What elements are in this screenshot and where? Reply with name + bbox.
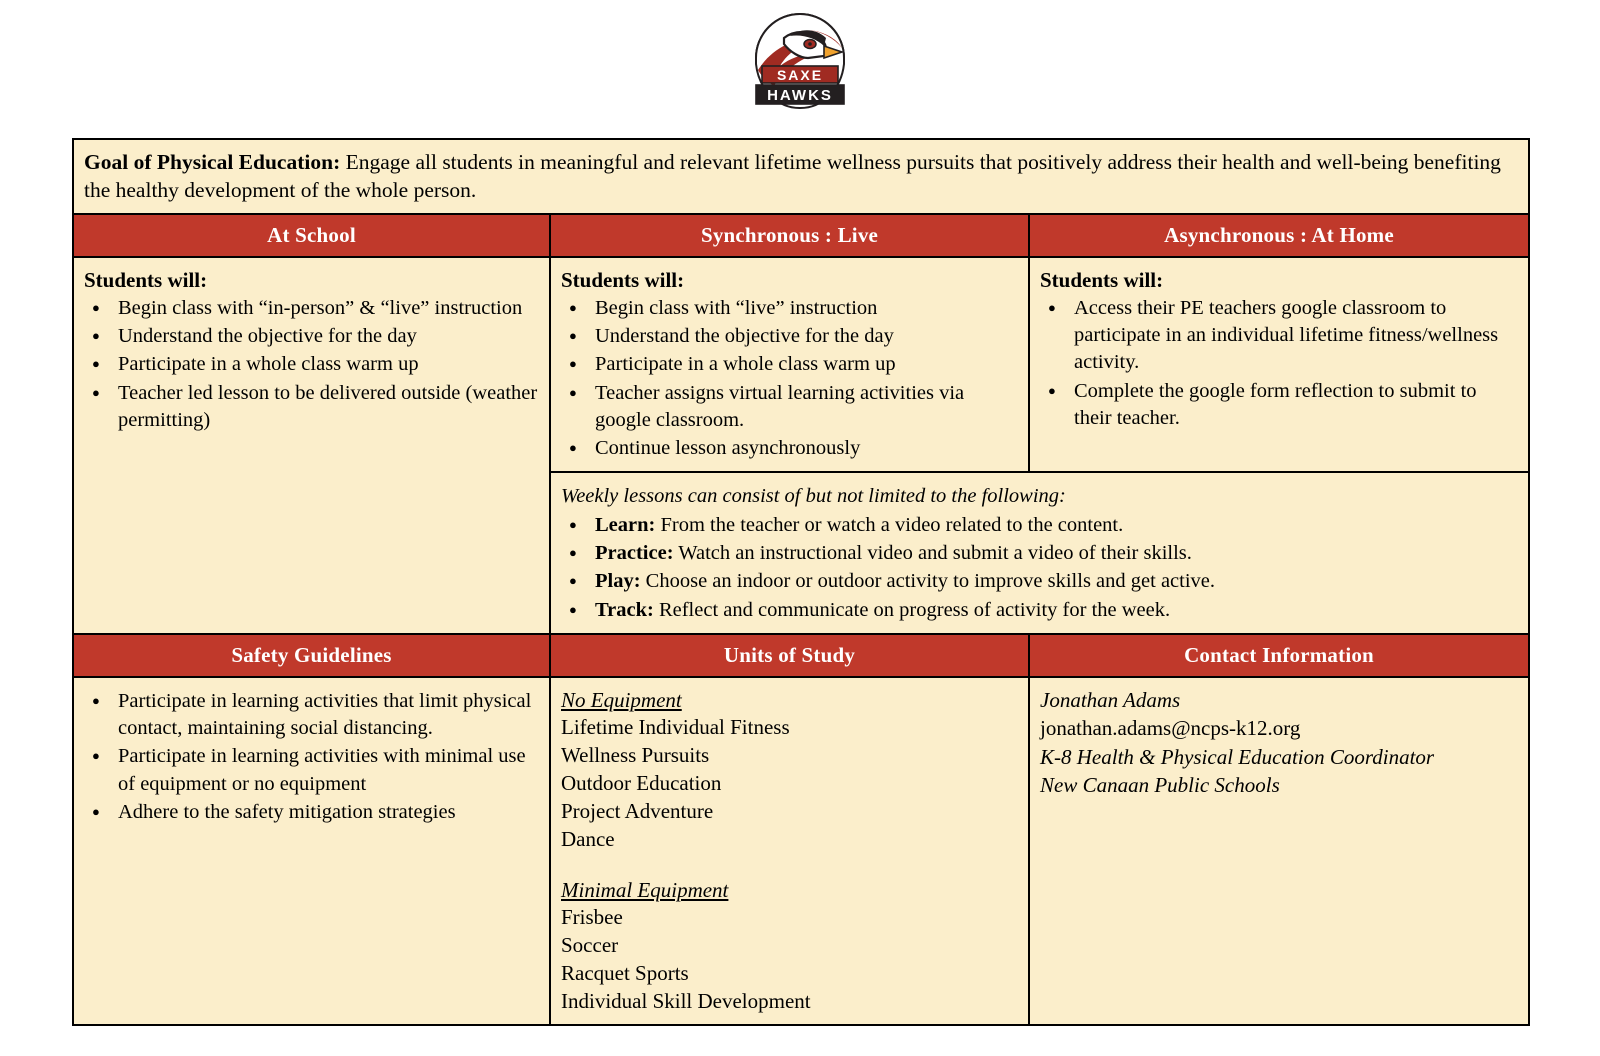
units-item: Outdoor Education xyxy=(561,771,722,796)
weekly-label: Practice: xyxy=(595,542,674,565)
list-item xyxy=(591,512,1518,539)
asynchronous-list xyxy=(1040,295,1518,432)
safety-cell xyxy=(73,677,550,1025)
goal-row xyxy=(73,139,1529,214)
synchronous-list xyxy=(561,295,1018,463)
header-safety: Safety Guidelines xyxy=(73,634,550,677)
list-item: ● Adhere to the safety mitigation strategies xyxy=(114,799,539,826)
weekly-list xyxy=(561,512,1518,624)
weekly-note: Weekly lessons can consist of but not limited to the following: xyxy=(561,485,1066,508)
units-item: Lifetime Individual Fitness xyxy=(561,715,790,740)
units-item: Frisbee xyxy=(561,905,623,930)
list-item xyxy=(591,597,1518,624)
list-item: ● Participate in learning activities with minimal use of equipment or no equipment xyxy=(114,743,539,798)
svg-text:SAXE: SAXE xyxy=(776,67,823,83)
list-item: ● Participate in a whole class warm up xyxy=(114,351,539,378)
header-synchronous: Synchronous : Live xyxy=(550,214,1029,257)
list-item: ● Participate in a whole class warm up xyxy=(591,351,1018,378)
contact-cell xyxy=(1029,677,1529,1025)
units-cell xyxy=(550,677,1029,1025)
secondary-header-row xyxy=(73,634,1529,677)
asynchronous-students-will: Students will: xyxy=(1040,267,1164,292)
units-item: Individual Skill Development xyxy=(561,988,811,1013)
units-item: Project Adventure xyxy=(561,799,714,823)
modality-header-row xyxy=(73,214,1529,257)
units-item: Soccer xyxy=(561,933,619,958)
weekly-text: Reflect and communicate on progress of activity for the week. xyxy=(653,598,1171,621)
at-school-list xyxy=(84,295,539,434)
pe-overview-table xyxy=(72,138,1530,1026)
units-group1-title: No Equipment xyxy=(561,687,682,712)
at-school-cell xyxy=(73,257,550,634)
weekly-lessons-cell xyxy=(550,472,1529,634)
list-item: ● Begin class with “live” instruction xyxy=(591,295,1018,322)
weekly-label: Learn: xyxy=(595,513,656,536)
units-group2-title: Minimal Equipment xyxy=(561,877,729,902)
list-item: ● Understand the objective for the day xyxy=(591,323,1018,350)
list-item: ● Teacher assigns virtual learning activities via google classroom. xyxy=(591,380,1018,435)
goal-label: Goal of Physical Education: xyxy=(84,150,341,174)
asynchronous-cell xyxy=(1029,257,1529,473)
units-spacer xyxy=(561,854,1018,876)
weekly-text: Watch an instructional video and submit a video of their skills. xyxy=(673,542,1192,565)
list-item xyxy=(591,540,1518,567)
weekly-text: Choose an indoor or outdoor activity to improve skills and get active. xyxy=(640,570,1216,593)
safety-list xyxy=(84,688,539,826)
goal-text: Engage all students in meaningful and relevant lifetime wellness pursuits that positively address their health and well-being benefiting the healthy development of the whole person. xyxy=(84,150,1501,203)
contact-email[interactable]: jonathan.adams@ncps-k12.org xyxy=(1040,716,1301,741)
svg-text:HAWKS: HAWKS xyxy=(766,87,833,104)
weekly-label: Play: xyxy=(595,570,641,593)
secondary-content-row xyxy=(73,677,1529,1025)
weekly-label: Track: xyxy=(595,598,654,621)
list-item: ● Complete the google form reflection to submit to their teacher. xyxy=(1070,378,1518,433)
list-item: ● Access their PE teachers google classroom to participate in an individual lifetime fitness/wellness activity. xyxy=(1070,295,1518,377)
saxe-hawks-logo xyxy=(738,8,863,120)
contact-title: K-8 Health & Physical Education Coordinator xyxy=(1040,744,1435,769)
header-at-school: At School xyxy=(73,214,550,257)
at-school-students-will: Students will: xyxy=(84,267,208,292)
list-item: ● Teacher led lesson to be delivered outside (weather permitting) xyxy=(114,380,539,435)
units-item: Dance xyxy=(561,826,615,851)
contact-district: New Canaan Public Schools xyxy=(1040,772,1280,797)
contact-name: Jonathan Adams xyxy=(1040,687,1181,712)
synchronous-students-will: Students will: xyxy=(561,267,685,292)
logo-container xyxy=(0,0,1600,120)
modality-content-row xyxy=(73,257,1529,473)
list-item: ● Understand the objective for the day xyxy=(114,323,539,350)
units-item: Wellness Pursuits xyxy=(561,743,710,768)
goal-cell xyxy=(73,139,1529,214)
list-item: ● Participate in learning activities that limit physical contact, maintaining social distancing. xyxy=(114,688,539,743)
list-item: ● Continue lesson asynchronously xyxy=(591,435,1018,462)
header-units: Units of Study xyxy=(550,634,1029,677)
header-contact: Contact Information xyxy=(1029,634,1529,677)
units-item: Racquet Sports xyxy=(561,961,689,986)
synchronous-cell xyxy=(550,257,1029,473)
header-asynchronous: Asynchronous : At Home xyxy=(1029,214,1529,257)
list-item xyxy=(591,568,1518,595)
list-item: ● Begin class with “in-person” & “live” instruction xyxy=(114,295,539,322)
weekly-text: From the teacher or watch a video related to the content. xyxy=(655,513,1124,536)
